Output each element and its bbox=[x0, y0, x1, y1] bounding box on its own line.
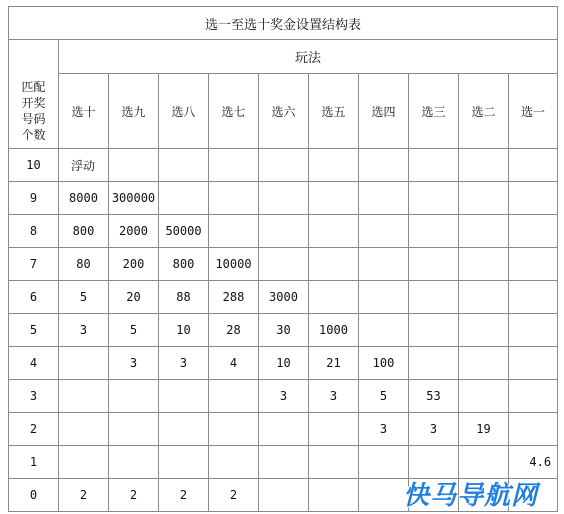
prize-cell bbox=[509, 182, 558, 215]
prize-structure-table bbox=[8, 6, 558, 512]
prize-cell: 5 bbox=[109, 314, 159, 347]
prize-cell: 21 bbox=[309, 347, 359, 380]
prize-cell bbox=[209, 149, 259, 182]
prize-cell bbox=[209, 215, 259, 248]
prize-cell bbox=[259, 479, 309, 512]
prize-cell bbox=[159, 446, 209, 479]
prize-cell bbox=[359, 149, 409, 182]
match-count-cell: 6 bbox=[9, 281, 59, 314]
prize-cell: 2 bbox=[209, 479, 259, 512]
match-count-cell: 0 bbox=[9, 479, 59, 512]
table-row bbox=[9, 347, 558, 380]
prize-cell bbox=[259, 413, 309, 446]
prize-cell bbox=[259, 215, 309, 248]
prize-cell: 1000 bbox=[309, 314, 359, 347]
prize-cell bbox=[359, 215, 409, 248]
prize-cell bbox=[59, 347, 109, 380]
prize-cell bbox=[359, 314, 409, 347]
prize-cell bbox=[259, 248, 309, 281]
column-header: 选一 bbox=[509, 74, 558, 149]
prize-cell: 5 bbox=[359, 380, 409, 413]
prize-cell bbox=[309, 248, 359, 281]
prize-cell: 8000 bbox=[59, 182, 109, 215]
prize-cell: 200 bbox=[109, 248, 159, 281]
match-count-cell: 3 bbox=[9, 380, 59, 413]
prize-cell: 100 bbox=[359, 347, 409, 380]
prize-cell: 2 bbox=[59, 479, 109, 512]
prize-cell: 3 bbox=[359, 413, 409, 446]
prize-cell bbox=[309, 446, 359, 479]
corner-cell bbox=[9, 40, 59, 74]
match-count-cell: 1 bbox=[9, 446, 59, 479]
prize-cell bbox=[209, 413, 259, 446]
prize-cell bbox=[359, 182, 409, 215]
prize-cell bbox=[309, 215, 359, 248]
column-header: 选十 bbox=[59, 74, 109, 149]
prize-cell: 3 bbox=[59, 314, 109, 347]
prize-cell bbox=[509, 314, 558, 347]
prize-cell bbox=[259, 446, 309, 479]
prize-cell: 3 bbox=[109, 347, 159, 380]
table-row bbox=[9, 281, 558, 314]
prize-cell bbox=[59, 413, 109, 446]
prize-cell bbox=[159, 149, 209, 182]
prize-cell bbox=[409, 149, 459, 182]
column-header: 选三 bbox=[409, 74, 459, 149]
row-header-line: 号码 bbox=[21, 111, 46, 126]
prize-cell: 2 bbox=[109, 479, 159, 512]
row-header-line: 个数 bbox=[21, 127, 46, 142]
prize-cell bbox=[459, 314, 509, 347]
prize-cell bbox=[509, 413, 558, 446]
row-header-label bbox=[9, 74, 59, 149]
prize-cell bbox=[359, 281, 409, 314]
prize-cell bbox=[309, 413, 359, 446]
prize-cell: 80 bbox=[59, 248, 109, 281]
prize-cell: 800 bbox=[159, 248, 209, 281]
prize-cell bbox=[459, 215, 509, 248]
prize-cell bbox=[159, 380, 209, 413]
prize-cell: 10 bbox=[159, 314, 209, 347]
prize-cell bbox=[459, 248, 509, 281]
prize-cell: 4.6 bbox=[509, 446, 558, 479]
prize-cell bbox=[409, 215, 459, 248]
prize-cell: 88 bbox=[159, 281, 209, 314]
table-row bbox=[9, 215, 558, 248]
prize-cell: 5 bbox=[59, 281, 109, 314]
column-header: 选九 bbox=[109, 74, 159, 149]
match-count-cell: 7 bbox=[9, 248, 59, 281]
column-header: 选六 bbox=[259, 74, 309, 149]
prize-cell bbox=[459, 446, 509, 479]
table-row bbox=[9, 314, 558, 347]
prize-cell bbox=[359, 248, 409, 281]
prize-cell bbox=[509, 248, 558, 281]
prize-cell bbox=[309, 479, 359, 512]
prize-cell: 800 bbox=[59, 215, 109, 248]
prize-cell bbox=[359, 446, 409, 479]
prize-cell bbox=[109, 413, 159, 446]
prize-cell bbox=[259, 149, 309, 182]
prize-cell: 3000 bbox=[259, 281, 309, 314]
watermark-logo: 快马导航网 bbox=[402, 481, 538, 511]
prize-cell: 3 bbox=[259, 380, 309, 413]
match-count-cell: 2 bbox=[9, 413, 59, 446]
prize-cell bbox=[359, 479, 409, 512]
prize-cell: 30 bbox=[259, 314, 309, 347]
table-row bbox=[9, 182, 558, 215]
prize-cell bbox=[259, 182, 309, 215]
prize-cell bbox=[209, 380, 259, 413]
table-row bbox=[9, 446, 558, 479]
prize-cell bbox=[159, 182, 209, 215]
column-header: 选七 bbox=[209, 74, 259, 149]
match-count-cell: 5 bbox=[9, 314, 59, 347]
prize-cell bbox=[409, 314, 459, 347]
prize-cell bbox=[409, 182, 459, 215]
prize-cell: 53 bbox=[409, 380, 459, 413]
table-row bbox=[9, 380, 558, 413]
prize-cell bbox=[509, 380, 558, 413]
prize-cell bbox=[309, 149, 359, 182]
prize-cell bbox=[459, 281, 509, 314]
prize-cell: 20 bbox=[109, 281, 159, 314]
prize-cell: 50000 bbox=[159, 215, 209, 248]
match-count-cell: 9 bbox=[9, 182, 59, 215]
prize-cell bbox=[409, 446, 459, 479]
prize-cell bbox=[59, 446, 109, 479]
column-header: 选五 bbox=[309, 74, 359, 149]
prize-cell bbox=[309, 281, 359, 314]
prize-cell bbox=[109, 446, 159, 479]
prize-cell bbox=[509, 215, 558, 248]
match-count-cell: 8 bbox=[9, 215, 59, 248]
prize-cell bbox=[409, 248, 459, 281]
group-header-play-type: 玩法 bbox=[59, 40, 558, 74]
prize-cell bbox=[509, 149, 558, 182]
prize-cell bbox=[509, 281, 558, 314]
prize-cell bbox=[159, 413, 209, 446]
prize-cell: 10 bbox=[259, 347, 309, 380]
prize-cell: 28 bbox=[209, 314, 259, 347]
prize-cell bbox=[509, 347, 558, 380]
prize-cell: 浮动 bbox=[59, 149, 109, 182]
prize-cell: 3 bbox=[159, 347, 209, 380]
prize-cell: 4 bbox=[209, 347, 259, 380]
prize-cell bbox=[309, 182, 359, 215]
prize-cell bbox=[209, 182, 259, 215]
prize-cell bbox=[209, 446, 259, 479]
prize-cell: 19 bbox=[459, 413, 509, 446]
prize-cell: 288 bbox=[209, 281, 259, 314]
prize-cell bbox=[459, 182, 509, 215]
column-header: 选四 bbox=[359, 74, 409, 149]
match-count-cell: 10 bbox=[9, 149, 59, 182]
match-count-cell: 4 bbox=[9, 347, 59, 380]
table-row bbox=[9, 248, 558, 281]
prize-cell: 3 bbox=[409, 413, 459, 446]
row-header-line: 开奖 bbox=[21, 95, 46, 110]
prize-cell bbox=[459, 149, 509, 182]
prize-cell bbox=[459, 380, 509, 413]
table-title: 选一至选十奖金设置结构表 bbox=[9, 7, 558, 40]
table-row bbox=[9, 413, 558, 446]
prize-cell: 3 bbox=[309, 380, 359, 413]
column-header: 选八 bbox=[159, 74, 209, 149]
prize-cell: 300000 bbox=[109, 182, 159, 215]
row-header-line: 匹配 bbox=[21, 79, 46, 94]
prize-cell: 2 bbox=[159, 479, 209, 512]
prize-cell bbox=[109, 149, 159, 182]
prize-cell bbox=[409, 347, 459, 380]
table-row bbox=[9, 149, 558, 182]
prize-cell bbox=[109, 380, 159, 413]
column-header: 选二 bbox=[459, 74, 509, 149]
prize-cell bbox=[459, 347, 509, 380]
prize-cell: 10000 bbox=[209, 248, 259, 281]
prize-cell: 2000 bbox=[109, 215, 159, 248]
prize-cell bbox=[409, 281, 459, 314]
prize-cell bbox=[59, 380, 109, 413]
